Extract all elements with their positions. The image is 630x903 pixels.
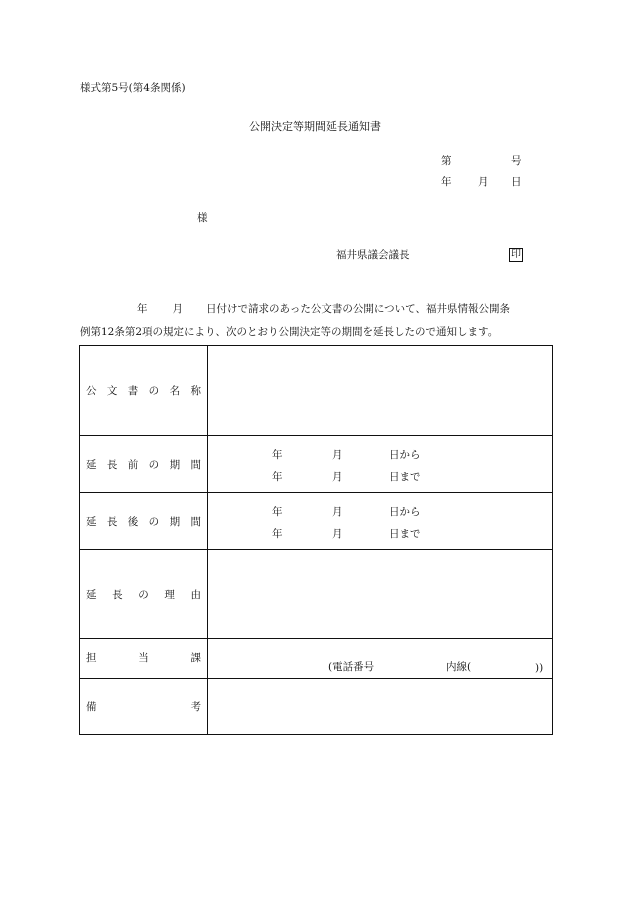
seal-mark: 印	[511, 249, 521, 260]
phone-label: (電話番号	[328, 661, 375, 673]
body-year: 年	[137, 303, 148, 315]
sender-name: 福井県議会議長	[336, 249, 410, 261]
value-section[interactable]	[208, 639, 553, 679]
recipient-honorific: 様	[197, 212, 208, 224]
body-paragraph	[80, 298, 510, 344]
table-row-section	[80, 639, 553, 679]
value-reason[interactable]	[208, 550, 553, 639]
body-line1-text: 日付けで請求のあった公文書の公開について、福井県情報公開条	[206, 303, 510, 315]
table-row-document-name	[80, 346, 553, 436]
value-remarks[interactable]	[208, 679, 553, 735]
value-period-after[interactable]: 年 月 日から 年 月 日まで	[208, 493, 553, 550]
document-number-prefix: 第	[441, 155, 452, 167]
date-day: 日	[511, 176, 522, 188]
table-row-period-after	[80, 493, 553, 550]
value-document-name[interactable]	[208, 346, 553, 436]
body-line2: 例第12条第2項の規定により、次のとおり公開決定等の期間を延長したので通知します。	[80, 326, 499, 338]
form-number: 様式第5号(第4条関係)	[80, 82, 186, 94]
label-period-before: 延 長 前 の 期 間	[80, 436, 208, 493]
label-period-after: 延 長 後 の 期 間	[80, 493, 208, 550]
label-document-name: 公 文 書 の 名 称	[80, 346, 208, 436]
label-reason: 延 長 の 理 由	[80, 550, 208, 639]
table-row-period-before	[80, 436, 553, 493]
label-remarks: 備 考	[80, 679, 208, 735]
label-section: 担 当 課	[80, 639, 208, 679]
table-row-reason	[80, 550, 553, 639]
extension-label: 内線(	[446, 661, 472, 673]
extension-close: ))	[535, 662, 544, 674]
table-row-remarks	[80, 679, 553, 735]
date-month: 月	[478, 176, 489, 188]
body-month: 月	[172, 303, 183, 315]
document-title: 公開決定等期間延長通知書	[249, 120, 381, 133]
value-period-before[interactable]: 年 月 日から 年 月 日まで	[208, 436, 553, 493]
date-year: 年	[441, 176, 452, 188]
document-number-suffix: 号	[511, 155, 522, 167]
notice-table	[79, 345, 553, 735]
